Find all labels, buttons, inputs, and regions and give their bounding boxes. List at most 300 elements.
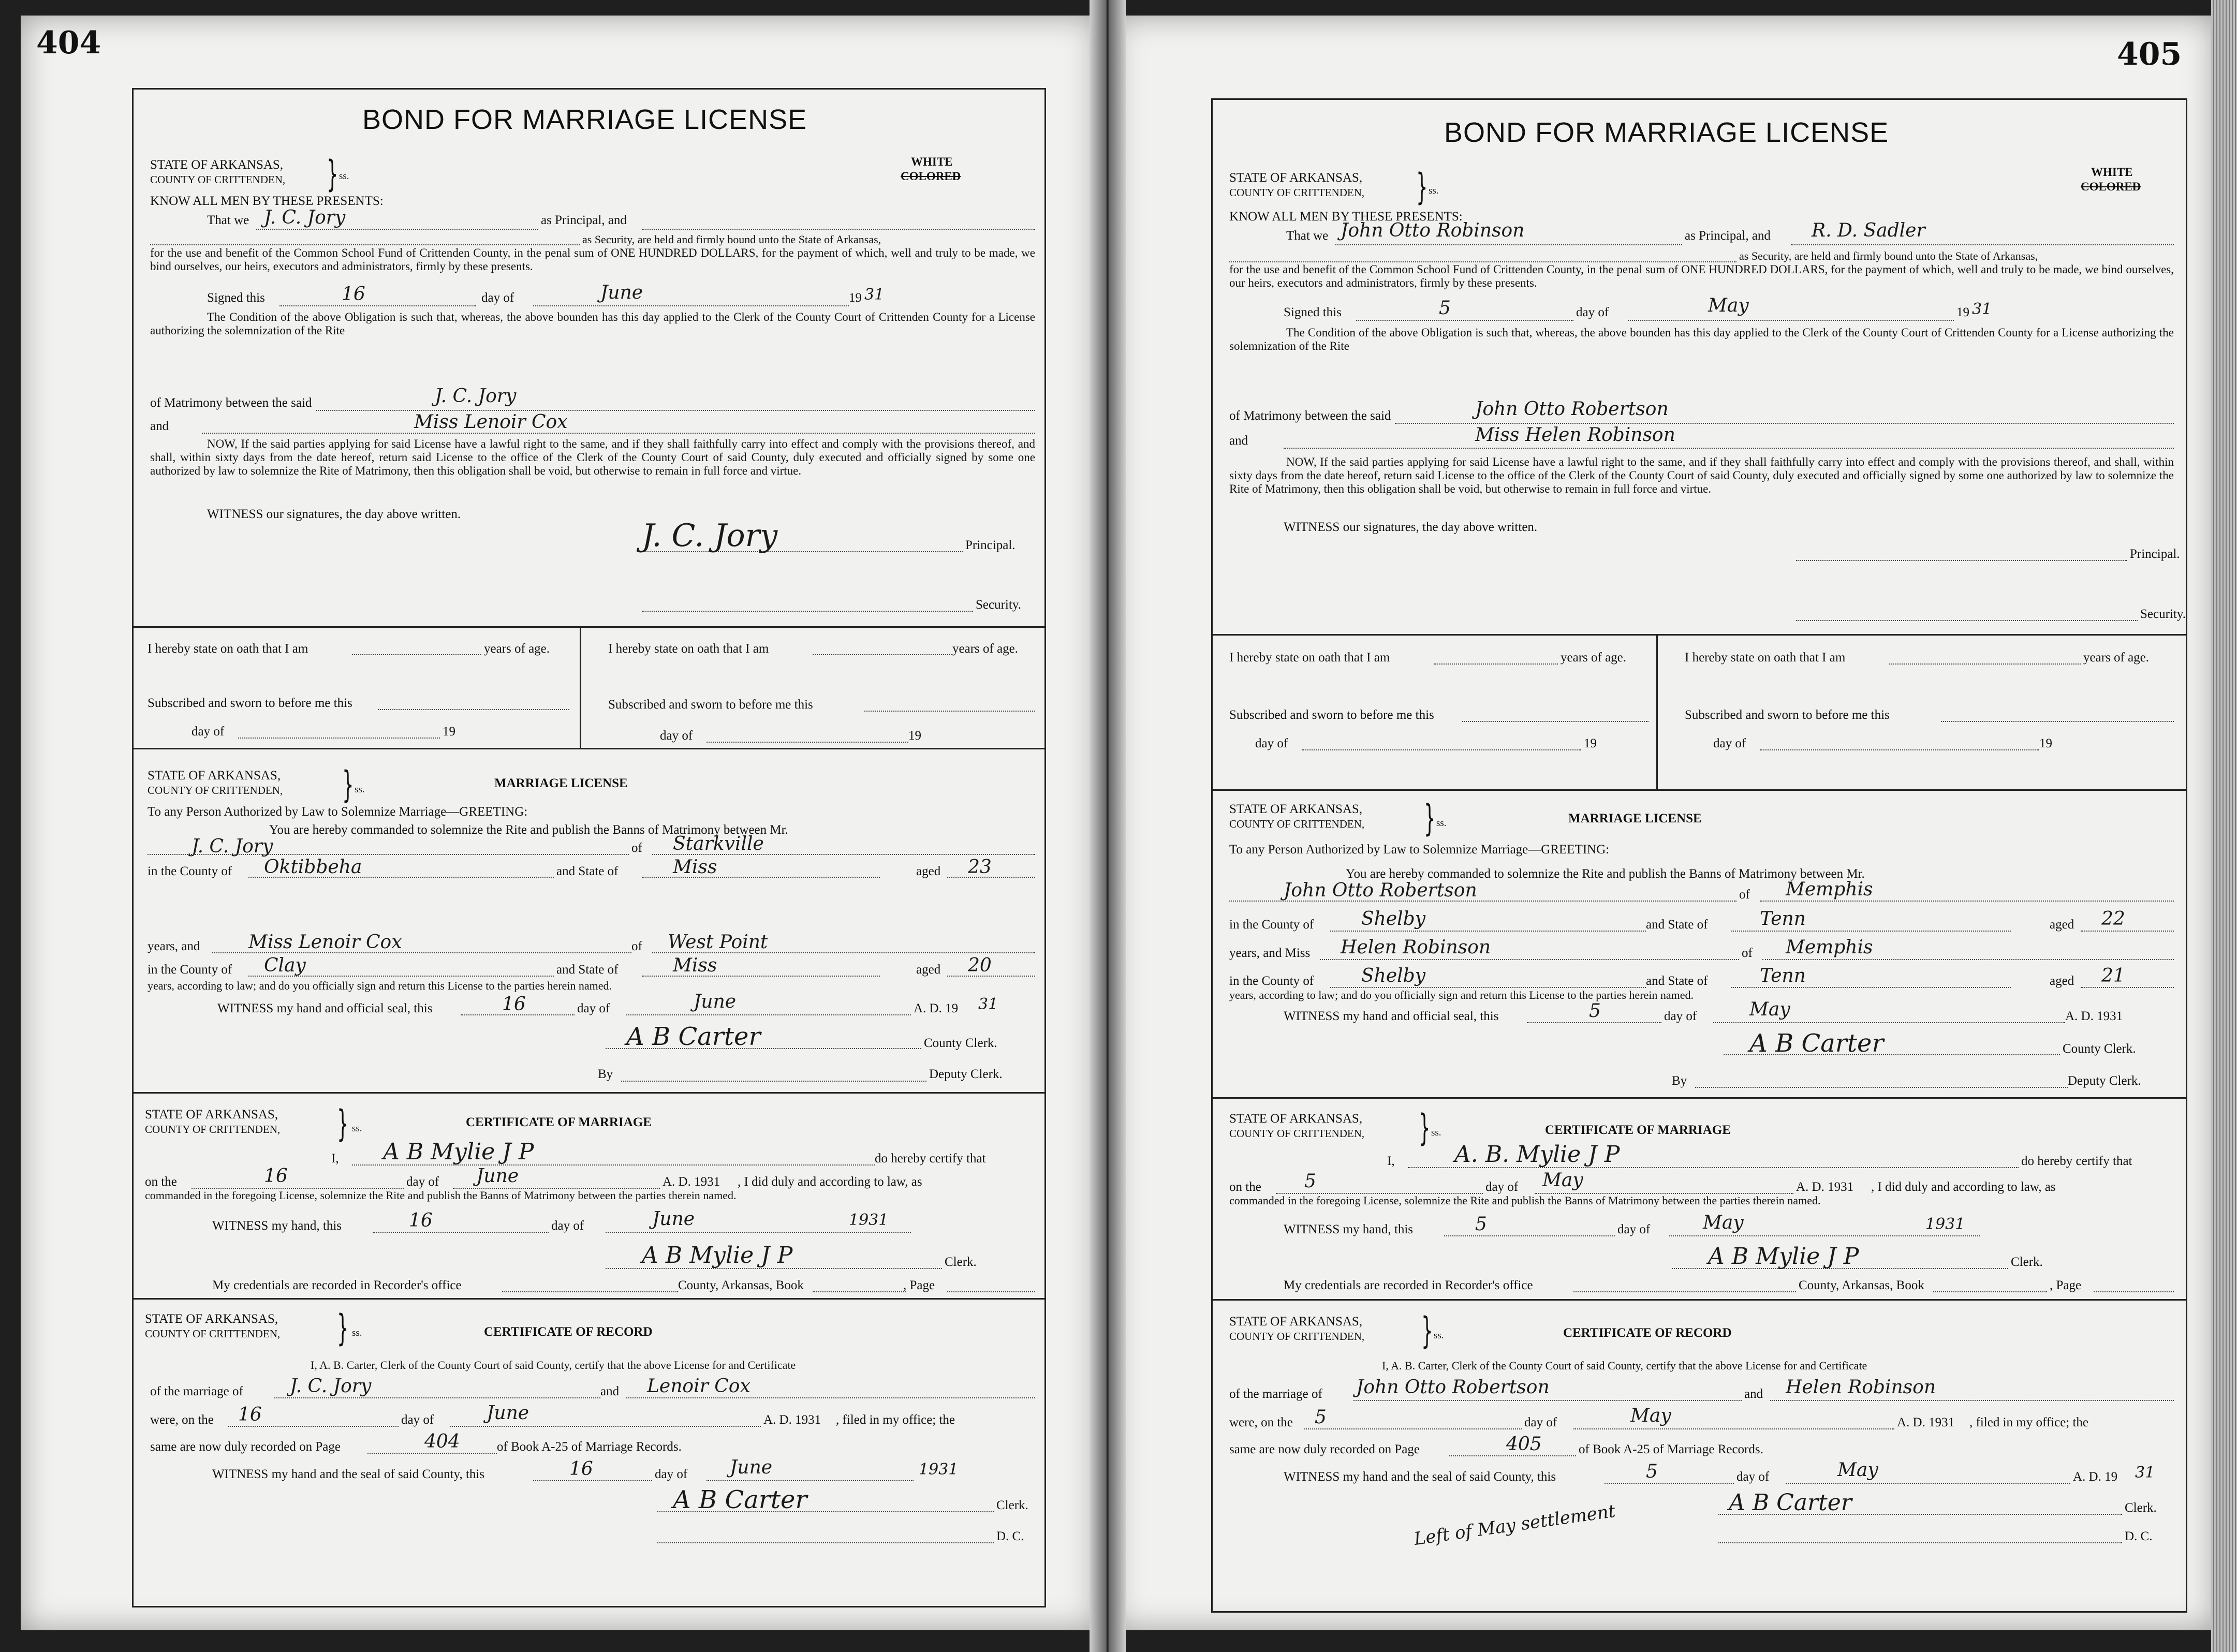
cr-day-line — [228, 1426, 399, 1427]
same-are-label: same are now duly recorded on Page — [1229, 1442, 1420, 1456]
signed-year: 31 — [864, 286, 885, 304]
bond-paragraph: for the use and benefit of the Common School Fund of Crittenden County, in the penal sum of ONE HUNDRED DOLLARS, for the payment of which, well and truly to be made, we bind ourselves, our heirs, executors and administrators, firmly by these presents. — [150, 246, 1035, 273]
of-matrimony-label: of Matrimony between the said — [1229, 409, 1391, 423]
know-all-label: KNOW ALL MEN BY THESE PRESENTS: — [150, 194, 384, 208]
record-clerk-signature: A B Carter — [673, 1485, 807, 1514]
cr-groom-name: J. C. Jory — [290, 1376, 372, 1397]
years-and-label: years, and — [148, 939, 200, 953]
ml-month: May — [1749, 999, 1790, 1020]
ws-month-line — [1786, 1483, 2070, 1484]
witness-seal-label: WITNESS my hand and the seal of said County, this — [1284, 1470, 1556, 1484]
ml-groom-county: Oktibbeha — [264, 857, 362, 878]
day-of-label: day of — [1617, 1222, 1651, 1236]
groom-name: J. C. Jory — [435, 386, 517, 407]
ml-year: 31 — [978, 995, 998, 1013]
day-of-label: day of — [401, 1413, 434, 1427]
cr-year: A. D. 1931 — [763, 1413, 821, 1427]
book-gutter — [1090, 0, 1126, 1652]
cm-month: June — [476, 1166, 519, 1187]
know-all-label: KNOW ALL MEN BY THESE PRESENTS: — [1229, 210, 1463, 224]
page-number: 405 — [2117, 36, 2182, 72]
oath-line-1 — [1434, 663, 1558, 665]
ml-groom-town-line — [1760, 901, 2174, 902]
subscribed-line-1 — [1462, 721, 1649, 722]
of-label: of — [631, 939, 642, 953]
left-page — [21, 16, 1097, 1630]
cr-bride-line — [1770, 1400, 2174, 1401]
ml-county-label: COUNTY OF CRITTENDEN, — [1229, 818, 1365, 830]
signed-month: May — [1708, 295, 1749, 316]
witness-signatures-label: WITNESS our signatures, the day above written. — [207, 507, 461, 521]
cr-page: 405 — [1506, 1434, 1542, 1455]
brace: } — [1424, 797, 1436, 839]
ml-bride-state: Miss — [673, 955, 717, 976]
divider — [132, 1092, 1044, 1094]
years-according-label: years, according to law; and do you officially sign and return this License to the parties herein named. — [148, 979, 612, 992]
principal-line — [1335, 244, 1682, 245]
oath-label-2: I hereby state on oath that I am — [1685, 651, 1846, 665]
cr-bride-name: Lenoir Cox — [647, 1376, 750, 1397]
cr-day: 16 — [238, 1404, 262, 1425]
record-clerk-signature: A B Carter — [1729, 1489, 1852, 1516]
signed-day-line — [1356, 320, 1573, 321]
divider — [1211, 789, 2186, 791]
cert-record-heading: CERTIFICATE OF RECORD — [1563, 1326, 1732, 1340]
ml-groom-state: Tenn — [1760, 908, 1806, 930]
cm-county-label: COUNTY OF CRITTENDEN, — [145, 1123, 281, 1135]
cr-day: 5 — [1315, 1407, 1327, 1428]
nineteen-1: 19 — [1584, 736, 1597, 750]
day-of-2: day of — [1713, 736, 1746, 750]
day-of-2: day of — [660, 729, 693, 743]
ss-label: ss. — [355, 784, 365, 795]
ml-bride-state-line — [1731, 987, 2011, 988]
and-label: and — [600, 1384, 620, 1398]
subscribed-line-2 — [864, 711, 1035, 712]
cw-day-line — [373, 1232, 549, 1233]
cm-month: May — [1542, 1170, 1583, 1191]
principal-name: J. C. Jory — [264, 207, 346, 228]
security-label: Security. — [976, 598, 1021, 612]
credentials-line — [1573, 1291, 1796, 1292]
that-we-label: That we — [1286, 229, 1329, 243]
cw-day-line — [1444, 1235, 1615, 1236]
in-county-label: in the County of — [148, 963, 232, 977]
ad-label: A. D. 19 — [2073, 1470, 2118, 1484]
cr-county-label: COUNTY OF CRITTENDEN, — [1229, 1330, 1365, 1343]
ml-groom-county-line — [1330, 931, 1646, 932]
brace: } — [337, 1102, 349, 1145]
page-label: , Page — [903, 1278, 935, 1292]
day-line-1 — [238, 738, 440, 739]
principal-name: John Otto Robinson — [1341, 220, 1525, 241]
oath-label-2: I hereby state on oath that I am — [608, 642, 769, 656]
cr-page: 404 — [424, 1431, 460, 1452]
nineteen-2: 19 — [908, 729, 921, 743]
cr-groom-line — [274, 1397, 600, 1398]
page-number: 404 — [36, 25, 101, 61]
condition-paragraph: The Condition of the above Obligation is such that, whereas, the above bounden has this day applied to the Clerk of the County Court of Crittenden County for a License authorizing the solemnization of the Rite — [150, 311, 1035, 337]
cr-page-line — [1449, 1455, 1576, 1456]
cert-marriage-heading: CERTIFICATE OF MARRIAGE — [466, 1115, 652, 1129]
years-according-label: years, according to law; and do you officially sign and return this License to the parties herein named. — [1229, 989, 1694, 1001]
day-of-label: day of — [1576, 305, 1609, 319]
day-of-label: day of — [1736, 1470, 1770, 1484]
clerk-signature: A B Carter — [1749, 1029, 1884, 1058]
clerk-label: Clerk. — [996, 1498, 1028, 1512]
cr-month-line — [1573, 1428, 1894, 1429]
now-paragraph: NOW, If the said parties applying for said License have a lawful right to the same, and if they shall faithfully carry into effect and comply with the provisions thereof, and shall, within sixty days from the date hereof, return said License to the office of the Clerk of the County Court of said County, duly executed and officially signed by some one authorized by law to solemnize the Rite of Matrimony, then this obligation shall be void, but otherwise to remain in full force and virtue. — [1229, 455, 2174, 495]
credentials-line — [502, 1291, 678, 1292]
oath-line-1 — [352, 654, 481, 655]
cw-year: 1931 — [849, 1211, 889, 1229]
county-clerk-label: County Clerk. — [2063, 1042, 2136, 1056]
oath-line-2 — [813, 654, 952, 655]
as-principal-label: as Principal, and — [541, 213, 627, 227]
deputy-clerk-label: Deputy Clerk. — [929, 1067, 1003, 1081]
day-of-label: day of — [481, 291, 514, 305]
brace: } — [1421, 1309, 1433, 1352]
form-title: BOND FOR MARRIAGE LICENSE — [1444, 117, 1889, 148]
cm-day: 16 — [264, 1166, 288, 1187]
groom-name: John Otto Robertson — [1475, 399, 1669, 420]
marriage-license-heading: MARRIAGE LICENSE — [1568, 812, 1702, 825]
ml-day: 16 — [502, 994, 526, 1015]
signed-day-line — [279, 305, 476, 306]
by-label: By — [598, 1067, 613, 1081]
ss-label: ss. — [1431, 1127, 1441, 1138]
oath-label-1: I hereby state on oath that I am — [1229, 651, 1390, 665]
ml-month-line — [626, 1014, 911, 1015]
witness-my-hand-label: WITNESS my hand, this — [1284, 1222, 1413, 1236]
to-any-person-label: To any Person Authorized by Law to Solemnize Marriage—GREETING: — [148, 805, 528, 819]
cert-marriage-heading: CERTIFICATE OF MARRIAGE — [1545, 1123, 1731, 1137]
day-line-1 — [1302, 749, 1581, 750]
security-sig-line — [1796, 620, 2138, 621]
security-text: as Security, are held and firmly bound unto the State of Arkansas, — [1739, 249, 2038, 262]
witness-hand-label: WITNESS my hand and official seal, this — [217, 1001, 433, 1015]
state-label: STATE OF ARKANSAS, — [1229, 171, 1363, 185]
ml-groom-name: John Otto Robertson — [1284, 880, 1477, 901]
years-of-age-2: years of age. — [952, 642, 1019, 656]
officiant-name: A. B. Mylie J P — [1454, 1141, 1620, 1168]
and-state-label: and State of — [556, 963, 619, 977]
bond-paragraph: for the use and benefit of the Common School Fund of Crittenden County, in the penal sum of ONE HUNDRED DOLLARS, for the payment of which, well and truly to be made, we bind ourselves, our heirs, executors and administrators, firmly by these presents. — [1229, 263, 2174, 289]
cm-state-label: STATE OF ARKANSAS, — [1229, 1112, 1363, 1126]
witness-signatures-label: WITNESS our signatures, the day above written. — [1284, 520, 1538, 534]
bride-name: Miss Lenoir Cox — [414, 411, 568, 433]
cr-groom-line — [1353, 1400, 1742, 1401]
cr-year: A. D. 1931 — [1897, 1415, 1955, 1429]
signed-day: 16 — [342, 284, 365, 305]
security-label: Security. — [2140, 607, 2186, 621]
white-label: WHITE — [911, 155, 953, 168]
cr-county-label: COUNTY OF CRITTENDEN, — [145, 1328, 281, 1340]
brace: } — [337, 1307, 349, 1349]
and-state-label: and State of — [1646, 974, 1708, 988]
ml-groom-age: 23 — [968, 857, 992, 878]
subscribed-label-1: Subscribed and sworn to before me this — [148, 696, 352, 710]
day-line-2 — [1760, 749, 2039, 750]
cw-month: June — [652, 1208, 695, 1230]
state-label: STATE OF ARKANSAS, — [150, 158, 284, 172]
years-of-age-1: years of age. — [484, 642, 550, 656]
cw-month-line — [606, 1232, 911, 1233]
cw-day: 16 — [409, 1210, 433, 1231]
ad-label: A. D. 19 — [914, 1001, 959, 1015]
book-line — [1933, 1291, 2047, 1292]
of-label: of — [1739, 888, 1750, 902]
ws-day-line — [533, 1480, 652, 1481]
county-label: COUNTY OF CRITTENDEN, — [1229, 186, 1365, 199]
filed-label: , filed in my office; the — [1969, 1415, 2089, 1429]
witness-seal-label: WITNESS my hand and the seal of said County, this — [212, 1467, 485, 1481]
of-matrimony-label: of Matrimony between the said — [150, 396, 312, 410]
form-title: BOND FOR MARRIAGE LICENSE — [362, 104, 807, 135]
ml-bride-name: Helen Robinson — [1341, 937, 1491, 958]
brace: } — [1416, 166, 1428, 208]
signed-month-line — [1628, 320, 1954, 321]
ml-bride-town-line — [1762, 959, 2174, 960]
dc-label: D. C. — [2125, 1529, 2153, 1543]
day-of-1: day of — [1255, 736, 1288, 750]
day-of-label: day of — [577, 1001, 610, 1015]
aged-label: aged — [916, 864, 941, 878]
and-state-label: and State of — [1646, 918, 1708, 932]
subscribed-label-1: Subscribed and sworn to before me this — [1229, 708, 1434, 722]
and-state-label: and State of — [556, 864, 619, 878]
condition-paragraph: The Condition of the above Obligation is such that, whereas, the above bounden has this day applied to the Clerk of the County Court of Crittenden County for a License authorizing the solemnization of the Rite — [1229, 326, 2174, 352]
divider — [132, 626, 1044, 628]
security-line — [642, 229, 1035, 230]
record-paragraph: I, A. B. Carter, Clerk of the County Court of said County, certify that the above License for and Certificate — [311, 1359, 796, 1371]
subscribed-label-2: Subscribed and sworn to before me this — [1685, 708, 1890, 722]
county-label: COUNTY OF CRITTENDEN, — [150, 173, 286, 186]
cw-month-line — [1669, 1235, 1980, 1236]
ml-bride-town: West Point — [668, 932, 768, 953]
cw-month: May — [1703, 1212, 1744, 1233]
cm-year: A. D. 1931 — [1796, 1180, 1854, 1194]
oath-label-1: I hereby state on oath that I am — [148, 642, 308, 656]
cw-day: 5 — [1475, 1214, 1487, 1235]
i-did-label: , I did duly and according to law, as — [1871, 1180, 2056, 1194]
oath-divider — [1656, 634, 1658, 789]
ws-month: May — [1837, 1459, 1878, 1481]
of-label: of — [631, 841, 642, 855]
nineteen-2: 19 — [2039, 736, 2052, 750]
record-paragraph: I, A. B. Carter, Clerk of the County Court of said County, certify that the above License for and Certificate — [1382, 1359, 1867, 1372]
clerk-signature: A B Carter — [626, 1022, 761, 1051]
ad-label: A. D. 1931 — [2065, 1009, 2123, 1023]
county-ark-book-label: County, Arkansas, Book — [678, 1278, 804, 1292]
ml-day-line — [1527, 1022, 1661, 1023]
ml-bride-age: 20 — [968, 955, 992, 976]
dc-line — [657, 1542, 994, 1543]
brace: } — [327, 153, 339, 195]
principal-label: Principal. — [2130, 547, 2180, 561]
ss-label: ss. — [1429, 185, 1439, 196]
aged-label: aged — [2050, 974, 2074, 988]
cm-county-label: COUNTY OF CRITTENDEN, — [1229, 1127, 1365, 1140]
clerk-label: Clerk. — [2011, 1255, 2043, 1269]
years-of-age-1: years of age. — [1561, 651, 1627, 665]
ss-label: ss. — [352, 1328, 362, 1338]
ml-groom-county: Shelby — [1361, 908, 1426, 930]
ml-month: June — [694, 991, 737, 1012]
subscribed-label-2: Subscribed and sworn to before me this — [608, 698, 813, 712]
principal-label: Principal. — [965, 538, 1016, 552]
security-line-2 — [1229, 261, 1736, 262]
principal-line — [256, 229, 538, 230]
ml-state-label: STATE OF ARKANSAS, — [148, 769, 281, 783]
ml-bride-county: Clay — [264, 955, 306, 976]
security-line — [1791, 244, 2174, 245]
dc-line — [1718, 1542, 2122, 1543]
years-and-label: years, and Miss — [1229, 946, 1311, 960]
ws-year: 1931 — [919, 1461, 959, 1479]
brace: } — [342, 763, 354, 806]
divider — [132, 1298, 1044, 1300]
ml-groom-name: J. C. Jory — [192, 836, 273, 857]
cr-state-label: STATE OF ARKANSAS, — [145, 1312, 278, 1326]
nineteen-1: 19 — [443, 725, 455, 739]
as-principal-label: as Principal, and — [1685, 229, 1771, 243]
dc-label: D. C. — [996, 1529, 1024, 1543]
cert-record-heading: CERTIFICATE OF RECORD — [484, 1325, 653, 1339]
cr-bride-name: Helen Robinson — [1786, 1377, 1936, 1398]
on-the-label: on the — [145, 1175, 177, 1189]
cr-state-label: STATE OF ARKANSAS, — [1229, 1315, 1363, 1329]
right-page — [1113, 16, 2215, 1630]
commanded-text: commanded in the foregoing License, solemnize the Rite and publish the Banns of Matrimony between the parties therein named. — [1229, 1194, 1821, 1207]
county-clerk-label: County Clerk. — [924, 1036, 997, 1050]
security-sig-line — [642, 611, 973, 612]
by-label: By — [1672, 1074, 1687, 1088]
divider — [1211, 634, 2186, 636]
security-name: R. D. Sadler — [1812, 220, 1925, 241]
ws-day-line — [1605, 1483, 1734, 1484]
oath-divider — [580, 626, 581, 748]
ml-groom-state-line — [1731, 931, 2011, 932]
white-label: WHITE — [2091, 166, 2133, 179]
ml-groom-age: 22 — [2101, 908, 2125, 930]
of-the-marriage-label: of the marriage of — [150, 1384, 243, 1398]
deputy-clerk-label: Deputy Clerk. — [2068, 1074, 2141, 1088]
signed-day: 5 — [1439, 298, 1451, 319]
commanded-label: You are hereby commanded to solemnize the Rite and publish the Banns of Matrimony between Mr. — [269, 823, 788, 837]
do-hereby-label: do hereby certify that — [2021, 1154, 2132, 1168]
ml-groom-age-line — [2081, 931, 2174, 932]
ss-label: ss. — [352, 1123, 362, 1134]
day-of-label: day of — [1485, 1180, 1519, 1194]
witness-my-hand-label: WITNESS my hand, this — [212, 1219, 342, 1233]
and-label: and — [150, 419, 169, 433]
page-edges — [2211, 0, 2237, 1652]
and-label: and — [1744, 1387, 1763, 1401]
clerk-label: Clerk. — [945, 1255, 977, 1269]
bride-line — [202, 433, 1035, 434]
oath-line-2 — [1889, 663, 2081, 665]
ws-month: June — [730, 1457, 773, 1478]
year-prefix: 19 — [1956, 305, 1969, 319]
signed-year: 31 — [1972, 300, 1992, 318]
ss-label: ss. — [339, 171, 349, 182]
were-on-label: were, on the — [150, 1413, 214, 1427]
commanded-label: You are hereby commanded to solemnize the Rite and publish the Banns of Matrimony between Mr. — [1346, 867, 1865, 881]
cr-bride-line — [626, 1397, 1035, 1398]
subscribed-line-2 — [1941, 721, 2174, 722]
signed-this-label: Signed this — [207, 291, 265, 305]
margin-note: Left of May settlement — [1412, 1500, 1617, 1550]
book-line — [813, 1291, 906, 1292]
commanded-text: commanded in the foregoing License, solemnize the Rite and publish the Banns of Matrimony between the parties therein named. — [145, 1189, 737, 1202]
cr-month: June — [487, 1403, 529, 1424]
signed-month-line — [533, 305, 849, 306]
principal-signature: J. C. Jory — [642, 518, 778, 554]
bride-line — [1284, 448, 2174, 449]
and-label: and — [1229, 434, 1248, 448]
subscribed-line-1 — [378, 709, 569, 710]
page-line — [2094, 1291, 2174, 1292]
cr-groom-name: John Otto Robertson — [1356, 1377, 1550, 1398]
year-prefix: 19 — [849, 291, 862, 305]
ml-county-label: COUNTY OF CRITTENDEN, — [148, 784, 283, 797]
officiant-signature: A B Mylie J P — [1708, 1243, 1859, 1270]
on-the-label: on the — [1229, 1180, 1261, 1194]
day-of-1: day of — [192, 725, 225, 739]
of-the-marriage-label: of the marriage of — [1229, 1387, 1322, 1401]
witness-hand-label: WITNESS my hand and official seal, this — [1284, 1009, 1499, 1023]
marriage-license-heading: MARRIAGE LICENSE — [494, 776, 628, 790]
ml-month-line — [1713, 1022, 2065, 1023]
principal-sig-line — [1796, 560, 2127, 561]
that-we-label: That we — [207, 213, 249, 227]
ss-label: ss. — [1434, 1330, 1444, 1341]
now-paragraph: NOW, If the said parties applying for said License have a lawful right to the same, and if they shall faithfully carry into effect and comply with the provisions thereof, and shall, within sixty days from the date hereof, return said License to the office of the Clerk of the County Court of said County, duly executed and officially signed by some one authorized by law to solemnize the Rite of Matrimony, then this obligation shall be void, but otherwise to remain in full force and virtue. — [150, 437, 1035, 477]
colored-label: COLORED — [901, 170, 961, 183]
i-label: I, — [1387, 1154, 1395, 1168]
same-are-label: same are now duly recorded on Page — [150, 1440, 341, 1454]
ml-bride-county: Shelby — [1361, 965, 1426, 986]
ml-groom-state: Miss — [673, 857, 717, 878]
divider — [1211, 1299, 2186, 1301]
i-did-label: , I did duly and according to law, as — [738, 1175, 922, 1189]
officiant-name: A B Mylie J P — [383, 1139, 534, 1165]
of-book-label: of Book A-25 of Marriage Records. — [1579, 1442, 1763, 1456]
security-line-2 — [150, 244, 580, 245]
in-county-label: in the County of — [1229, 918, 1314, 932]
bride-name: Miss Helen Robinson — [1475, 424, 1675, 446]
county-ark-book-label: County, Arkansas, Book — [1799, 1278, 1924, 1292]
ws-month-line — [707, 1480, 914, 1481]
ss-label: ss. — [1436, 818, 1447, 829]
ws-day: 16 — [569, 1458, 593, 1480]
divider — [1211, 1097, 2186, 1099]
filed-label: , filed in my office; the — [836, 1413, 955, 1427]
of-book-label: of Book A-25 of Marriage Records. — [497, 1440, 682, 1454]
deputy-line — [1695, 1087, 2068, 1088]
were-on-label: were, on the — [1229, 1415, 1293, 1429]
in-county-label: in the County of — [148, 864, 232, 878]
day-of-label: day of — [551, 1219, 584, 1233]
of-label: of — [1742, 946, 1753, 960]
ml-bride-county-line — [1330, 987, 1646, 988]
page-line — [947, 1291, 1035, 1292]
day-of-label: day of — [1524, 1415, 1557, 1429]
credentials-label: My credentials are recorded in Recorder's office — [1284, 1278, 1533, 1292]
to-any-person-label: To any Person Authorized by Law to Solemnize Marriage—GREETING: — [1229, 843, 1610, 857]
cw-year: 1931 — [1925, 1215, 1965, 1233]
